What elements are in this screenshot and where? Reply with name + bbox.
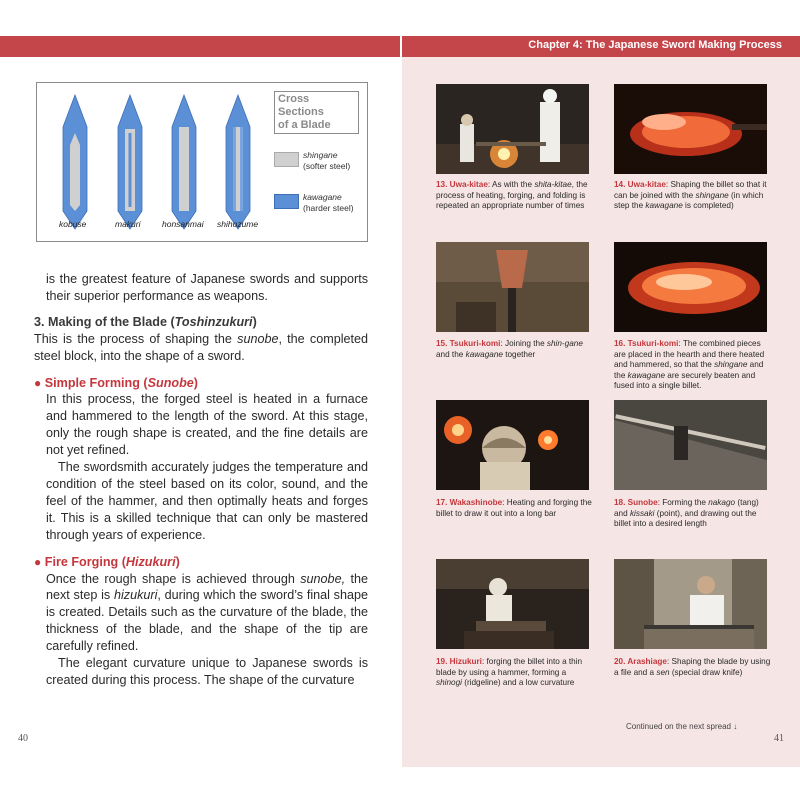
caption-17: 17. Wakashinobe: Heating and forging the billet to draw it out into a long bar (436, 498, 592, 518)
figure-title: Cross Sections of a Blade (274, 91, 359, 134)
page-number-left: 40 (18, 733, 28, 744)
cross-section-figure (36, 82, 368, 242)
fire-forging-p1: Once the rough shape is achieved through sunobe, the next step is hizukuri, during which the sword’s final shape is created. Details such as the curvature of the blade, the thickness of the blade, and the shape of the tip are carefully refined. (46, 571, 368, 654)
simple-forming-heading: ● Simple Forming (Sunobe) (34, 375, 198, 390)
caption-15: 15. Tsukuri-komi: Joining the shin-gane and the kawagane together (436, 339, 583, 359)
spread-divider (400, 36, 402, 57)
simple-forming-p1: In this process, the forged steel is heated in a furnace and hammered to the length of the sword. At this stage, only the rough shape is created, and the fine details are not yet refined. (46, 392, 368, 458)
photo-18-long-bar (614, 400, 767, 490)
label-kobuse: kobuse (59, 219, 87, 229)
caption-16: 16. Tsukuri-komi: The combined pieces are placed in the hearth and there heated and hammered, so that the shingane and the kawagane are securely beaten and fused into a single billet. (614, 339, 765, 390)
caption-19: 19. Hizukuri: forging the billet into a thin blade by using a hammer, forming a shinogi (ridgeline) and a low curvature (436, 657, 583, 687)
continued-notice: Continued on the next spread ↓ (626, 722, 738, 731)
left-body-text (34, 271, 368, 689)
legend-shingane: shingane (softer steel) (303, 150, 351, 171)
fire-forging-p2: The elegant curvature unique to Japanese swords is created during this process. The shape of the curvature (46, 656, 368, 687)
legend-swatch-kawagane (274, 194, 299, 209)
simple-forming-p2: The swordsmith accurately judges the temperature and condition of the steel based on its color, sound, and the feel of the hammer, and then optimally heats and forges it. This is a skilled technique that can only be mastered through years of experience. (46, 460, 368, 542)
caption-20: 20. Arashiage: Shaping the blade by using a file and a sen (special draw knife) (614, 657, 771, 677)
fire-forging-heading: ● Fire Forging (Hizukuri) (34, 554, 180, 569)
chapter-title: Chapter 4: The Japanese Sword Making Process (528, 39, 782, 51)
legend-kawagane: kawagane (harder steel) (303, 192, 354, 213)
label-makuri: makuri (115, 219, 141, 229)
section3-heading: 3. Making of the Blade (Toshinzukuri) (34, 314, 257, 329)
legend-swatch-shingane (274, 152, 299, 167)
intro-paragraph: is the greatest feature of Japanese swords and supports their superior performance as weapons. (46, 272, 368, 303)
page-number-right: 41 (774, 733, 784, 744)
caption-14: 14. Uwa-kitae: Shaping the billet so that it can be joined with the shingane (in which step the kawagane is completed) (614, 180, 767, 210)
photo-17-smith-at-forge (436, 400, 589, 490)
section3-paragraph: This is the process of shaping the sunobe, the completed steel block, into the shape of a sword. (34, 331, 369, 363)
photo-14-glowing-billet (614, 84, 767, 174)
photo-19-hizukuri-hammering (436, 559, 589, 649)
photo-20-arashiage-filing (614, 559, 767, 649)
photo-13-forging-hammer (436, 84, 589, 174)
photo-16-fused-billet (614, 242, 767, 332)
blade-kobuse (63, 95, 87, 229)
blade-shihozume (226, 95, 250, 229)
blade-honsanmai (172, 95, 196, 229)
label-honsanmai: honsanmai (162, 219, 204, 229)
label-shihozume: shihozume (217, 219, 259, 229)
blade-makuri (118, 95, 142, 229)
caption-13: 13. Uwa-kitae: As with the shita-kitae, the process of heating, forging, and folding is repeated an appropriate number of times (436, 180, 588, 210)
photo-15-joining-steel (436, 242, 589, 332)
caption-18: 18. Sunobe: Forming the nakago (tang) and kissaki (point), and drawing out the billet into a desired length (614, 498, 759, 528)
